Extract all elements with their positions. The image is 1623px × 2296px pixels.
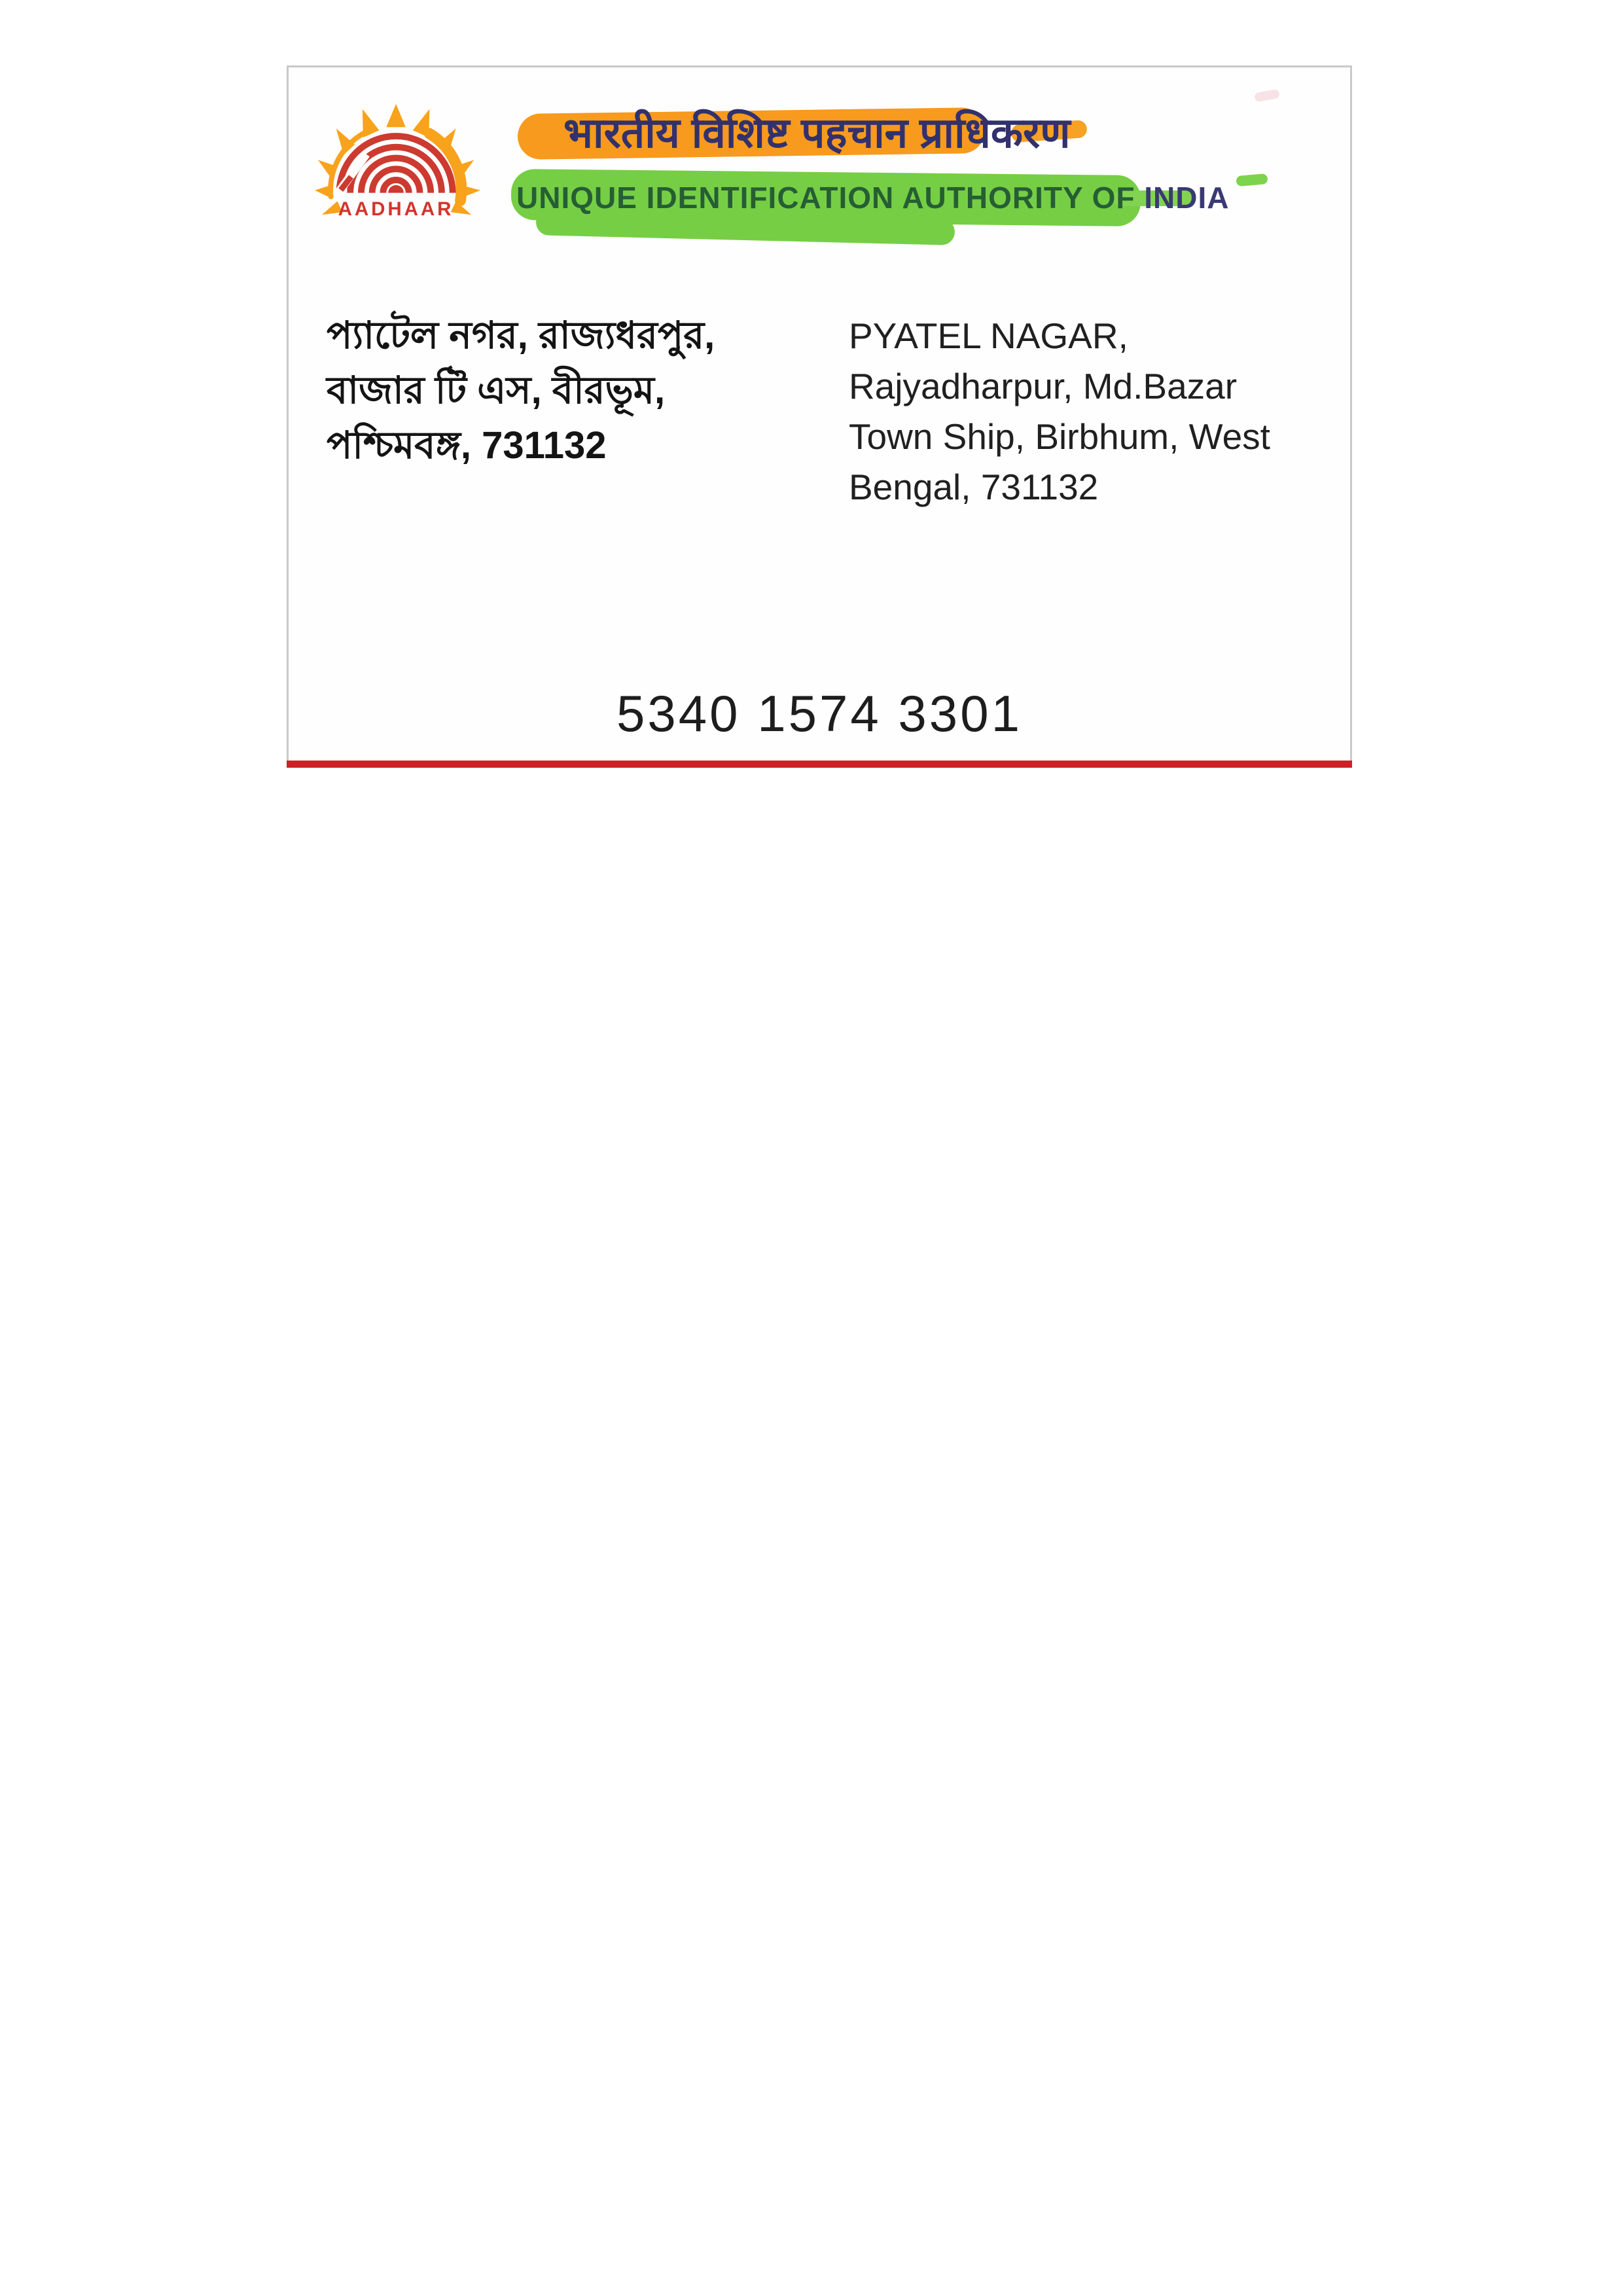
- hindi-title: भारतीय विशिष्ट पहचान प्राधिकरण: [563, 109, 1071, 156]
- scan-smudge: [1254, 89, 1280, 102]
- english-title-green-2: AUTHORITY OF: [902, 181, 1145, 215]
- english-title-green: UNIQUE IDENTIFICATION: [516, 181, 902, 215]
- fingerprint-core-icon: [388, 185, 404, 193]
- address-bengali-line1: প্যাটেল নগর, রাজ্যধরপুর,: [327, 314, 715, 357]
- address-english-line3: Town Ship, Birbhum, West: [849, 416, 1270, 457]
- address-english-line2: Rajyadharpur, Md.Bazar: [849, 366, 1238, 406]
- address-english-line1: PYATEL NAGAR,: [849, 315, 1128, 356]
- address-bengali: [327, 308, 715, 473]
- aadhaar-number: 5340 1574 3301: [616, 685, 1022, 742]
- uidai-headline: [506, 99, 1278, 243]
- english-title: [516, 183, 1275, 213]
- address-bengali-line3: পশ্চিমবঙ্গ, 731132: [327, 424, 607, 467]
- aadhaar-logo: [315, 94, 482, 219]
- aadhaar-wordmark: AADHAAR: [338, 198, 454, 219]
- card-bottom-red-line: [287, 761, 1352, 768]
- aadhaar-card: [287, 65, 1352, 768]
- address-english: [849, 311, 1270, 512]
- english-title-india: INDIA: [1144, 181, 1230, 215]
- address-english-line4: Bengal, 731132: [849, 467, 1099, 507]
- address-bengali-line2: বাজার টি এস, বীরভূম,: [327, 369, 666, 412]
